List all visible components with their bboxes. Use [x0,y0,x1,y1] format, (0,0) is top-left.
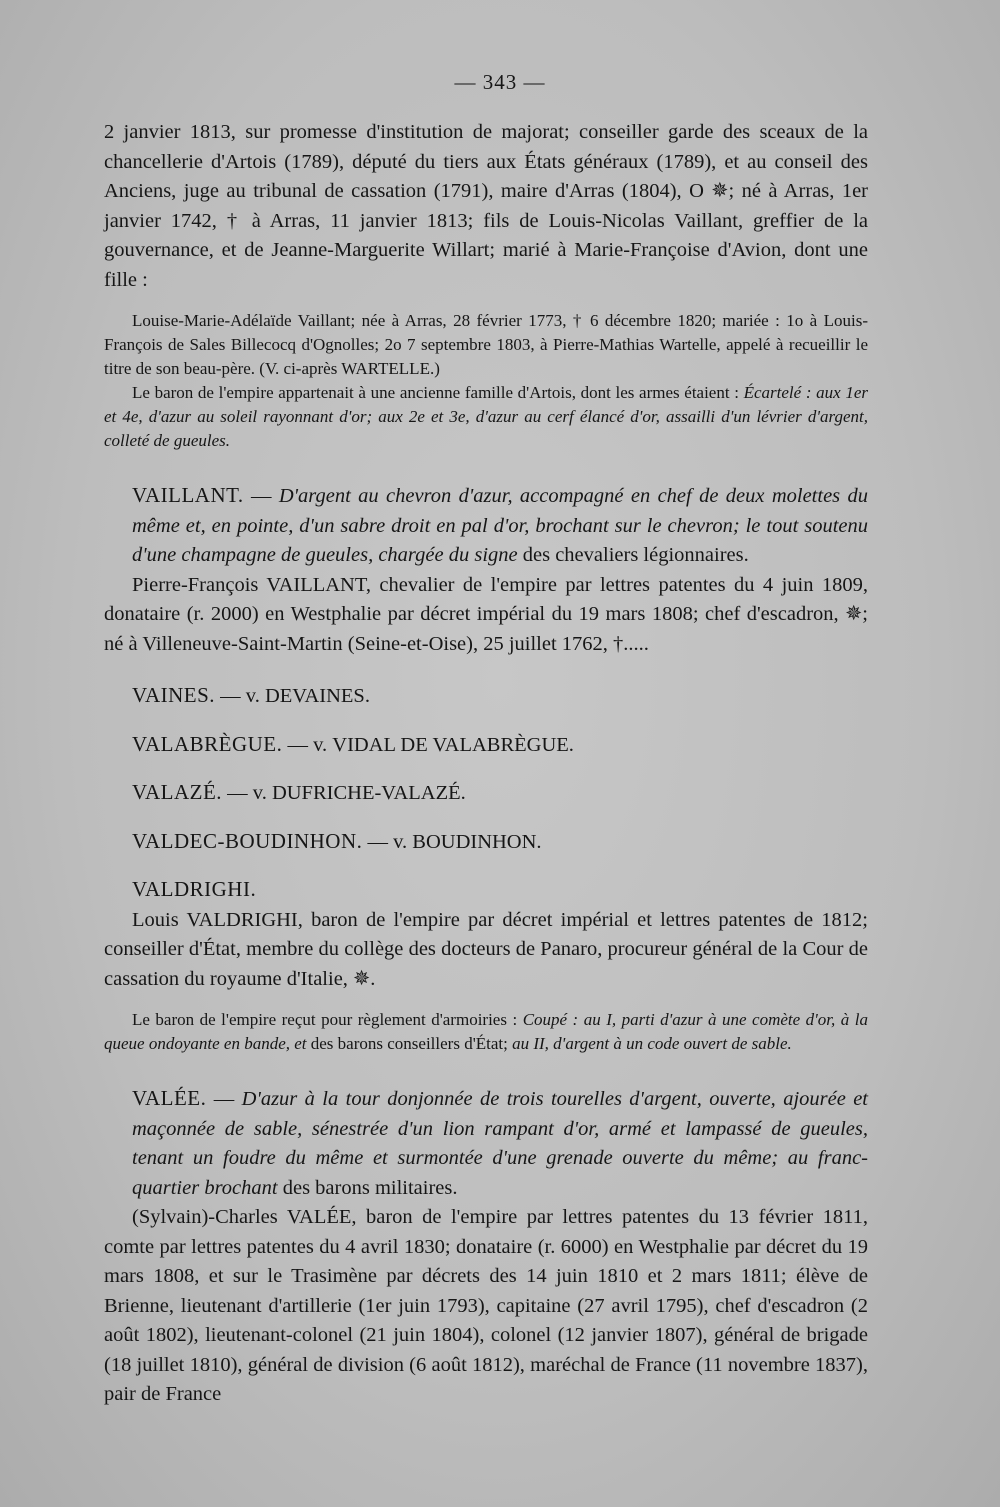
ref-line-valabregue [104,730,868,761]
entry-heading-valdrighi: VALDRIGHI. [132,877,257,901]
ref-line-vaines [104,681,868,712]
ref-sep: — v. [362,830,413,853]
ref-name: VALDEC-BOUDINHON. [132,828,363,853]
valee-blason-tail: des barons militaires. [277,1176,458,1199]
entry-heading-vaillant: VAILLANT. [132,483,244,507]
valdrighi-armes-paragraph [104,1008,868,1056]
ref-sep: — v. [282,733,333,756]
ref-name: VAINES. [132,683,216,707]
heading-dash: — [243,485,279,507]
vaillant-fille-paragraph: Louise-Marie-Adélaïde Vaillant; née à Arras, 28 février 1773, † 6 décembre 1820; mariée : 1o à Louis-François de Sales Billecocq d'Ognolles; 2o 7 septembre 1803, à Pierre-Mathias Wartelle, appelé à recueillir le titre de son beau-père. (V. ci-après WARTELLE.) [104,311,868,378]
vaillant-heading-paragraph [104,481,868,571]
valee-entry-paragraph: (Sylvain)-Charles VALÉE, baron de l'empire par lettres patentes du 13 février 1811, comte par lettres patentes du 4 avril 1830; donataire (r. 6000) en Westphalie par décret du 19 mars 1808, et sur le Trasimène par décrets des 14 juin 1810 et 2 mars 1811; élève de Brienne, lieutenant d'artillerie (1er juin 1793), capitaine (27 avril 1795), chef d'escadron (2 août 1802), lieutenant-colonel (21 juin 1804), colonel (12 janvier 1807), général de brigade (18 juillet 1810), général de division (6 août 1812), maréchal de France (11 novembre 1837), pair de France [104,1206,868,1405]
ref-target: BOUDINHON. [412,830,542,853]
armes-intro: Le baron de l'empire appartenait à une ancienne famille d'Artois, dont les armes étaient : [132,383,739,402]
vaillant-entry-paragraph: Pierre-François VAILLANT, chevalier de l'empire par lettres patentes du 4 juin 1809, donataire (r. 2000) en Westphalie par décret impérial du 19 mars 1808; chef d'escadron, ✵; né à Villeneuve-Saint-Martin (Seine-et-Oise), 25 juillet 1762, †..... [104,573,868,655]
ref-target: VIDAL DE VALABRÈGUE. [332,733,574,756]
valee-heading-paragraph [104,1084,868,1203]
valee-blason: D'azur à la tour donjonnée de trois tourelles d'argent, ouverte, ajourée et maçonnée de sable, sénestrée d'un lion rampant d'or, armé et lampassé de gueules, tenant un foudre du même et surmontée d'une grenade ouverte du même; au franc-quartier brochant [132,1088,868,1199]
ref-line-valdec-boudinhon [104,827,868,858]
ref-name: VALAZÉ. [132,780,223,804]
vaillant-pere-paragraph: 2 janvier 1813, sur promesse d'institution de majorat; conseiller garde des sceaux de la chancellerie d'Artois (1789), député du tiers aux États généraux (1789), et au conseil des Anciens, juge au tribunal de cassation (1791), maire d'Arras (1804), O ✵; né à Arras, 1er janvier 1742, † à Arras, 11 janvier 1813; fils de Louis-Nicolas Vaillant, greffier de la gouvernance, et de Jeanne-Marguerite Willart; marié à Marie-Françoise d'Avion, dont une fille : [104,121,868,291]
valdrighi-entry-paragraph: Louis VALDRIGHI, baron de l'empire par décret impérial et lettres patentes de 1812; conseiller d'État, membre du collège des docteurs de Panaro, procureur général de la Cour de cassation du royaume d'Italie, ✵. [104,908,868,990]
page-body [104,118,868,1410]
heading-dash: — [206,1088,242,1110]
ref-name: VALABRÈGUE. [132,731,283,756]
armes-blason-1: Coupé : au I, parti d'azur à une comète d'or, à la queue ondoyante en bande, et [104,1010,868,1053]
ref-target: DUFRICHE-VALAZÉ. [271,782,466,804]
valdrighi-heading-paragraph [104,875,868,906]
armes-intro: Le baron de l'empire reçut pour règlement d'armoiries : [132,1010,518,1029]
ref-line-valaze [104,778,868,809]
armes-mid: des barons conseillers d'État; [306,1034,513,1053]
armes-blason: Écartelé : aux 1er et 4e, d'azur au soleil rayonnant d'or; aux 2e et 3e, d'azur au cerf élancé d'or, assailli d'un lévrier d'argent, colleté de gueules. [104,383,869,450]
vaillant-blason: D'argent au chevron d'azur, accompagné en chef de deux molettes du même et, en pointe, d'un sabre droit en pal d'or, brochant sur le chevron; le tout soutenu d'une champagne de gueules, chargée du signe [132,485,868,566]
page-number: — 343 — [454,70,546,94]
vaillant-armes-paragraph [104,381,868,453]
entry-heading-valee: VALÉE. [132,1086,207,1110]
ref-sep: — v. [215,685,265,707]
ref-sep: — v. [222,782,272,804]
ref-target: DEVAINES. [264,685,370,707]
armes-blason-2: au II, d'argent à un code ouvert de sable. [512,1034,792,1053]
vaillant-blason-tail: des chevaliers légionnaires. [517,544,749,566]
